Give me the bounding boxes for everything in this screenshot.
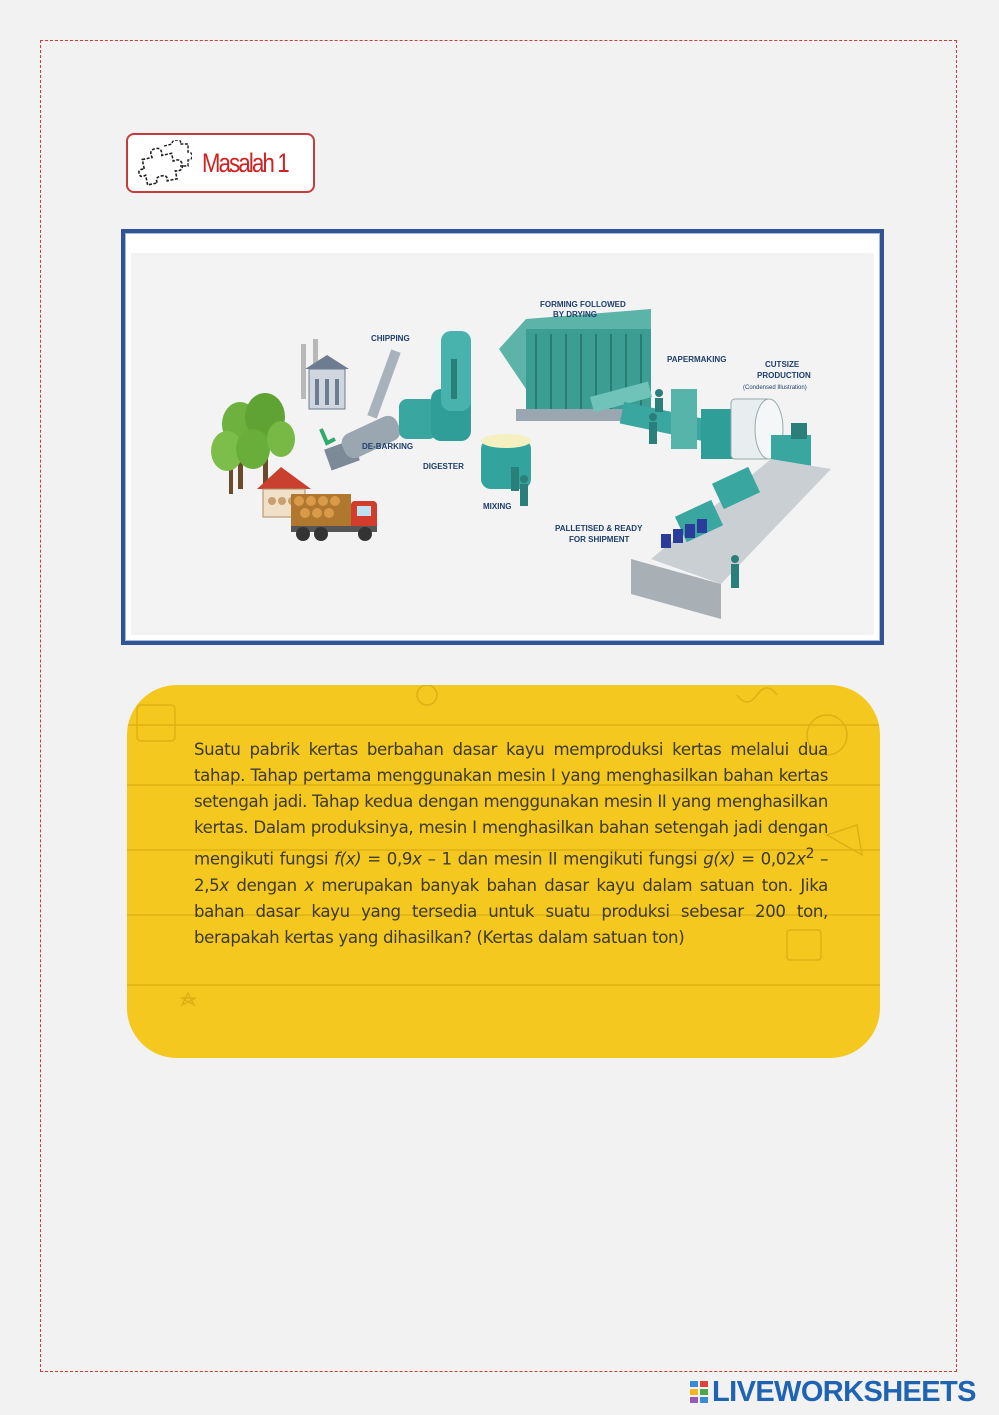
paper-production-illustration <box>131 239 874 635</box>
puzzle-piece-icon <box>138 140 192 186</box>
problem-text-part: Suatu pabrik kertas berbahan dasar kayu memproduksi kertas melalui dua tahap. Tahap pertama menggunakan mesin I yang menghasilkan bahan kertas setengah jadi. Tahap kedua dengan menggunakan mesin II yang menghasilkan kertas. Dalam produksinya, mesin I menghasilkan bahan setengah jadi dengan mengikuti fungsi <box>194 740 828 869</box>
label-papermaking: PAPERMAKING <box>667 355 727 364</box>
problem-label-text: Masalah 1 <box>202 147 288 178</box>
label-chipping: CHIPPING <box>371 334 410 343</box>
function-g: g(x) <box>703 849 736 869</box>
liveworksheets-brand <box>690 1375 976 1409</box>
label-debarking: DE-BARKING <box>362 442 414 451</box>
problem-text-part: – 1 dan mesin II mengikuti fungsi <box>421 849 704 869</box>
exponent: 2 <box>805 846 815 863</box>
liveworksheets-logo-icon <box>690 1381 708 1403</box>
variable-x: x <box>412 849 422 869</box>
label-digester: DIGESTER <box>423 462 464 471</box>
paper-production-diagram <box>121 229 884 645</box>
label-mixing: MIXING <box>483 502 512 511</box>
problem-text-part: = 0,02 <box>735 849 797 869</box>
problem-text-part: merupakan banyak bahan dasar kayu dalam satuan ton. Jika bahan dasar kayu yang tersedia untuk suatu produksi sebesar 200 ton, berapakah kertas yang dihasilkan? (Kertas dalam satuan ton) <box>194 876 828 948</box>
label-palletised-1: PALLETISED & READY <box>555 524 643 533</box>
variable-x: x <box>796 849 806 869</box>
variable-x: x <box>219 876 229 895</box>
problem-text-part: – 2,5 <box>194 849 829 895</box>
brand-text: LIVEWORKSHEETS <box>712 1375 976 1408</box>
problem-text-part: dengan <box>228 876 305 895</box>
label-forming-2: BY DRYING <box>553 310 598 319</box>
problem-text-part: = 0,9 <box>361 849 413 869</box>
variable-x: x <box>304 876 314 895</box>
label-cutsize-3: (Condensed Illustration) <box>743 385 807 391</box>
label-forming-1: FORMING FOLLOWED <box>540 300 626 309</box>
problem-label <box>126 133 315 193</box>
label-cutsize-2: PRODUCTION <box>757 371 811 380</box>
problem-card <box>127 685 880 1058</box>
label-cutsize-1: CUTSIZE <box>765 360 800 369</box>
function-f: f(x) <box>334 849 362 869</box>
label-palletised-2: FOR SHIPMENT <box>569 535 630 544</box>
problem-text <box>194 737 828 951</box>
